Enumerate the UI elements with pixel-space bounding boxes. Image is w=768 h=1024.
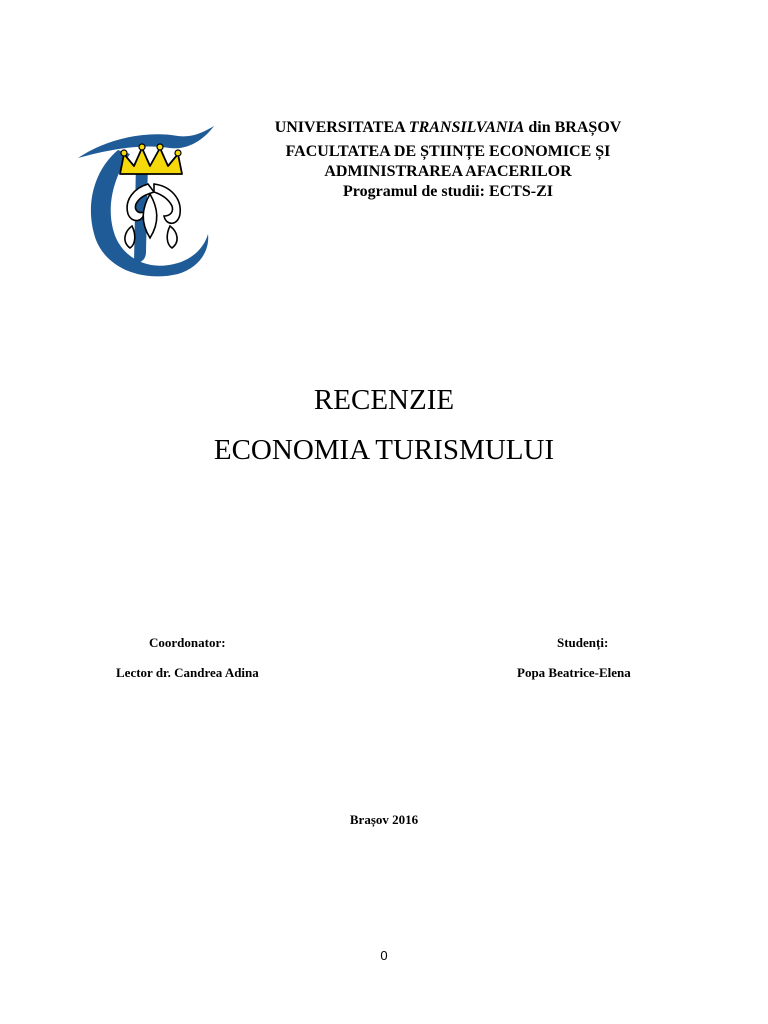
university-crest-icon bbox=[74, 122, 218, 284]
document-type-title: RECENZIE bbox=[313, 384, 455, 416]
coordinator-name: Lector dr. Candrea Adina bbox=[116, 665, 259, 680]
faculty-name-line1: FACULTATEA DE ȘTIINȚE ECONOMICE ȘI bbox=[285, 143, 611, 160]
student-name: Popa Beatrice-Elena bbox=[517, 665, 631, 680]
students-label: Studenți: bbox=[557, 635, 609, 650]
course-title: ECONOMIA TURISMULUI bbox=[213, 434, 555, 466]
institution-header bbox=[228, 118, 668, 202]
faculty-name-line2: ADMINISTRAREA AFACERILOR bbox=[324, 163, 572, 180]
university-name: UNIVERSITATEA TRANSILVANIA din BRAȘOV bbox=[274, 119, 622, 136]
city-year: Brașov 2016 bbox=[349, 812, 419, 827]
coordinator-label: Coordonator: bbox=[149, 635, 226, 650]
page-number: 0 bbox=[380, 948, 388, 963]
study-program: Programul de studii: ECTS-ZI bbox=[343, 183, 553, 200]
